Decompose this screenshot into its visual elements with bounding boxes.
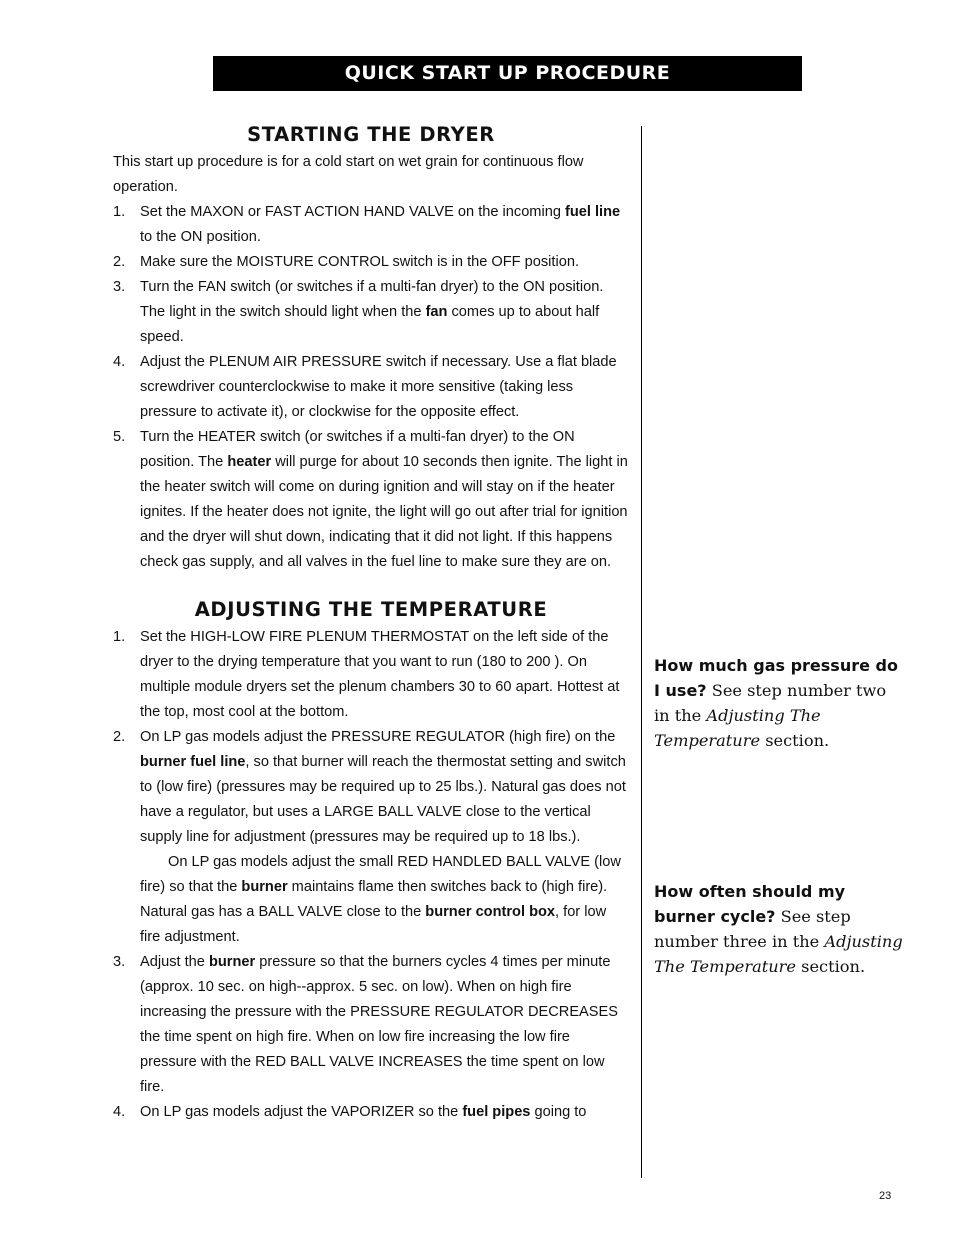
step-bold-text: fan	[425, 304, 448, 320]
step-text: Turn the FAN switch (or switches if a multi-fan dryer) to the ON position. The light in the switch should light when the	[140, 279, 604, 320]
heading-starting-the-dryer: STARTING THE DRYER	[247, 123, 495, 146]
step-bold-text: burner fuel line	[140, 754, 246, 770]
step-bold-text: burner	[208, 954, 256, 970]
list-item	[113, 425, 629, 575]
sidebar-question: How often should my burner cycle?	[654, 882, 846, 926]
list-item	[113, 350, 629, 425]
list-item	[113, 950, 629, 1100]
heading-adjusting-the-temperature: ADJUSTING THE TEMPERATURE	[194, 598, 548, 621]
list-item	[113, 725, 629, 950]
section-banner: QUICK START UP PROCEDURE	[213, 56, 802, 91]
step-text: Set the HIGH-LOW FIRE PLENUM THERMOSTAT on the left side of the dryer to the drying temperature that you want to run (180 to 200 ). On multiple module dryers set the plenum chambers 30 to 60 apart. Hottest at the top, most cool at the bottom.	[140, 629, 620, 720]
step-text: , so that burner will reach the thermostat setting and switch to (low fire) (pressures may be required up to 25 lbs.). Natural gas does not have a regulator, but uses a LARGE BALL VALVE close to the vertical supply line for adjustment (pressures may be required up to 18 lbs.).	[140, 754, 626, 845]
step-text: will purge for about 10 seconds then ignite. The light in the heater switch will come on during ignition and will stay on if the heater ignites. If the heater does not ignite, the light will go out after trial for ignition and the dryer will shut down, indicating that it did not light. If this happens check gas supply, and all valves in the fuel line to make sure they are on.	[140, 454, 628, 570]
step-text: On LP gas models adjust the small RED HANDLED BALL VALVE (low fire) so that the	[140, 854, 621, 895]
main-column	[113, 120, 629, 1125]
step-bold-text: burner	[241, 879, 288, 895]
step-number: 5.	[113, 429, 126, 445]
step-text: Turn the HEATER switch (or switches if a multi-fan dryer) to the ON position. The	[140, 429, 575, 470]
step-number: 3.	[113, 279, 126, 295]
step-number: 2.	[113, 254, 126, 270]
step-text: , for low fire adjustment.	[140, 904, 607, 945]
list-item	[113, 1100, 629, 1125]
adjusting-steps-list	[113, 625, 629, 1125]
step-continuation-paragraph	[140, 850, 629, 950]
sidebar-answer-tail: section.	[760, 731, 830, 750]
step-text: Adjust the PLENUM AIR PRESSURE switch if necessary. Use a flat blade screwdriver counterclockwise to make it more sensitive (taking less pressure to activate it), or clockwise for the opposite effect.	[140, 354, 617, 420]
sidebar-question: How much gas pressure do I use?	[654, 656, 898, 700]
sidebar-answer: See step number two in the	[654, 681, 887, 725]
step-text: Adjust the	[140, 954, 209, 970]
step-bold-text: fuel line	[565, 204, 621, 220]
step-number: 2.	[113, 729, 126, 745]
step-text: maintains flame then switches back to (high fire). Natural gas has a BALL VALVE close to the	[140, 879, 608, 920]
step-number: 4.	[113, 1104, 126, 1120]
step-number: 1.	[113, 629, 126, 645]
sidebar-answer-tail: section.	[796, 957, 866, 976]
column-divider	[641, 126, 642, 1178]
step-text: On LP gas models adjust the VAPORIZER so the	[140, 1104, 463, 1120]
page-number: 23	[879, 1190, 892, 1202]
sidebar-note-gas-pressure	[654, 653, 904, 753]
step-bold-text: fuel pipes	[462, 1104, 531, 1120]
list-item	[113, 275, 629, 350]
step-text: Set the MAXON or FAST ACTION HAND VALVE on the incoming	[140, 204, 565, 220]
list-item	[113, 625, 629, 725]
step-number: 3.	[113, 954, 126, 970]
step-number: 4.	[113, 354, 126, 370]
sidebar-answer: See step number three in the	[654, 907, 851, 951]
step-text: Make sure the MOISTURE CONTROL switch is in the OFF position.	[140, 254, 580, 270]
step-text: comes up to about half speed.	[140, 304, 600, 345]
sidebar-reference: Adjusting The Temperature	[654, 932, 903, 976]
step-text: On LP gas models adjust the PRESSURE REGULATOR (high fire) on the	[140, 729, 616, 745]
list-item	[113, 250, 629, 275]
step-text: to the ON position.	[140, 229, 261, 245]
list-item	[113, 200, 629, 250]
intro-paragraph: This start up procedure is for a cold start on wet grain for continuous flow operation.	[113, 154, 584, 195]
step-text: pressure so that the burners cycles 4 times per minute (approx. 10 sec. on high--approx. 5 sec. on low). When on high fire increasing the pressure with the PRESSURE REGULATOR DECREASES the time spent on high fire. When on low fire increasing the low fire pressure with the RED BALL VALVE INCREASES the time spent on low fire.	[140, 954, 618, 1095]
step-bold-text: heater	[227, 454, 272, 470]
sidebar-note-burner-cycle	[654, 879, 904, 979]
step-bold-text: burner control box	[425, 904, 556, 920]
step-number: 1.	[113, 204, 126, 220]
step-text: going to	[530, 1104, 587, 1120]
sidebar-reference: Adjusting The Temperature	[654, 706, 821, 750]
starting-steps-list	[113, 200, 629, 575]
